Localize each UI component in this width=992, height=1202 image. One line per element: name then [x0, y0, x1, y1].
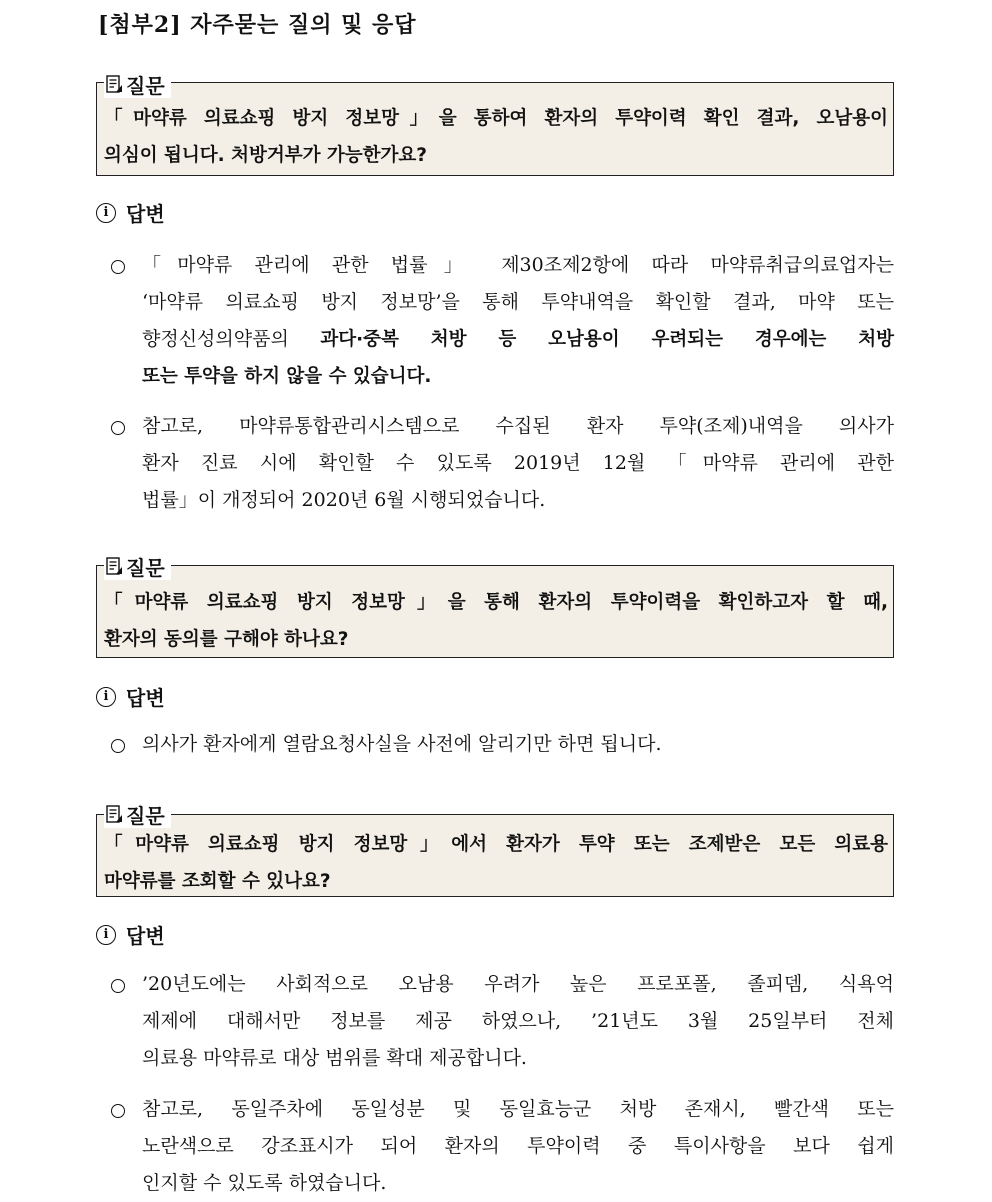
answer-paragraph: [142, 408, 894, 519]
answer-line: [142, 321, 894, 358]
answer-text: 의사가 환자에게 열람요청사실을 사전에 알리기만 하면 됩니다.: [142, 733, 662, 755]
circle-bullet: [108, 976, 128, 996]
memo-icon: [106, 75, 123, 94]
answer-text: ‘마약류 의료쇼핑 방지 정보망’을 통해 투약내역을 확인할 결과, 마약 또는: [142, 291, 894, 313]
answer-text: 제제에 대해서만 정보를 제공 하였으나, ’21년도 3월 25일부터 전체: [142, 1010, 894, 1032]
circle-bullet: [108, 1101, 128, 1121]
answer-text: ’20년도에는 사회적으로 오남용 우려가 높은 프로포폴, 졸피뎀, 식욕억: [142, 973, 894, 995]
answer-paragraph: [142, 726, 894, 763]
question-label: 질문: [104, 70, 171, 98]
answer-line: [142, 1040, 894, 1077]
answer-text: 향정신성의약품의: [142, 328, 321, 350]
answer-paragraph: [142, 247, 894, 395]
info-icon: i: [96, 925, 116, 945]
answer-text: 참고로, 마약류통합관리시스템으로 수집된 환자 투약(조제)내역을 의사가: [142, 415, 894, 437]
answer-line: [142, 1165, 894, 1202]
info-icon: i: [96, 687, 116, 707]
answer-line: [142, 966, 894, 1003]
answer-label: i 답변: [96, 198, 165, 227]
answer-text: 인지할 수 있도록 하였습니다.: [142, 1172, 387, 1194]
answer-text: 환자 진료 시에 확인할 수 있도록 2019년 12월 「마약류 관리에 관한: [142, 452, 894, 474]
circle-bullet: [108, 736, 128, 756]
answer-text: 「마약류 관리에 관한 법률」 제30조제2항에 따라 마약류취급의료업자는: [142, 254, 894, 276]
answer-line: [142, 482, 894, 519]
answer-label: i 답변: [96, 682, 165, 711]
answer-line: [142, 1003, 894, 1040]
question-label: 질문: [104, 552, 171, 580]
bold-text: 과다·중복 처방 등 오남용이 우려되는 경우에는 처방: [320, 329, 894, 350]
answer-text: 법률」이 개정되어 2020년 6월 시행되었습니다.: [142, 489, 546, 511]
info-icon: i: [96, 203, 116, 223]
answer-line: [142, 1128, 894, 1165]
question-label: 질문: [104, 800, 171, 828]
circle-bullet: [108, 418, 128, 438]
answer-line: [142, 445, 894, 482]
circle-bullet: [108, 257, 128, 277]
answer-text: 노란색으로 강조표시가 되어 환자의 투약이력 중 특이사항을 보다 쉽게: [142, 1135, 894, 1157]
answer-paragraph: [142, 966, 894, 1077]
answer-line: [142, 284, 894, 321]
question-text: 「마약류 의료쇼핑 방지 정보망」을 통하여 환자의 투약이력 확인 결과, 오남용이 의심이 됩니다. 처방거부가 가능한가요?: [104, 108, 888, 166]
bold-text: 또는 투약을 하지 않을 수 있습니다.: [142, 366, 432, 387]
question-text: 「마약류 의료쇼핑 방지 정보망」에서 환자가 투약 또는 조제받은 모든 의료용 마약류를 조회할 수 있나요?: [104, 834, 888, 892]
answer-label: i 답변: [96, 920, 165, 949]
memo-icon: [106, 805, 123, 824]
answer-text: 참고로, 동일주차에 동일성분 및 동일효능군 처방 존재시, 빨간색 또는: [142, 1098, 894, 1120]
answer-line: [142, 247, 894, 284]
question-text: 「마약류 의료쇼핑 방지 정보망」을 통해 환자의 투약이력을 확인하고자 할 때, 환자의 동의를 구해야 하나요?: [104, 592, 888, 650]
answer-line: [142, 358, 894, 395]
memo-icon: [106, 557, 123, 576]
answer-line: [142, 1091, 894, 1128]
page-title: [첨부2] 자주묻는 질의 및 응답: [98, 12, 417, 38]
answer-paragraph: [142, 1091, 894, 1202]
answer-text: 의료용 마약류로 대상 범위를 확대 제공합니다.: [142, 1047, 527, 1069]
answer-line: [142, 726, 894, 763]
answer-line: [142, 408, 894, 445]
